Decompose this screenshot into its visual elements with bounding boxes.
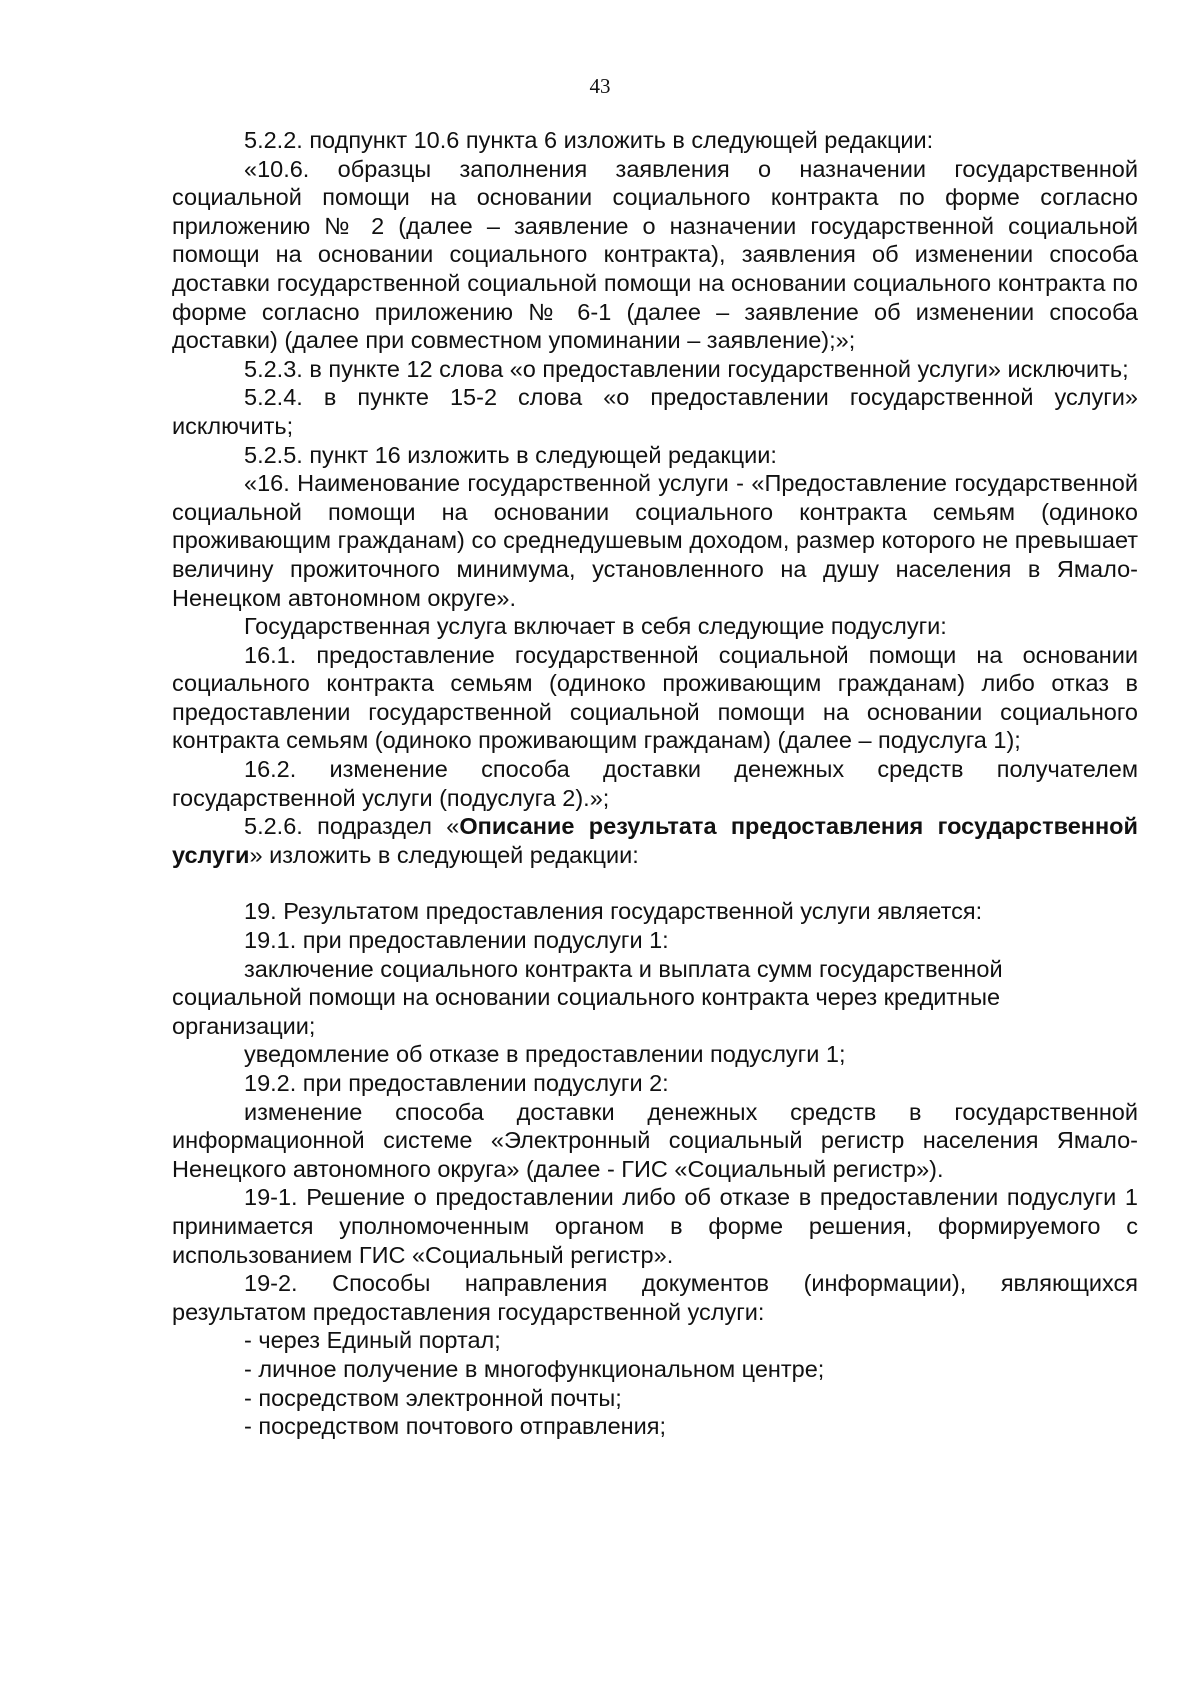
paragraph-5-2-5: 5.2.5. пункт 16 изложить в следующей редакции: <box>244 441 777 468</box>
paragraph-5-2-2: 5.2.2. подпункт 10.6 пункта 6 изложить в следующей редакции: <box>244 127 934 153</box>
paragraph-16-2: 16.2. изменение способа доставки денежных средств получателем государственной услуги (подуслуга 2).»; <box>172 756 1138 811</box>
paragraph-19-1-decision: 19-1. Решение о предоставлении либо об отказе в предоставлении подуслуги 1 принимается уполномоченным органом в форме решения, формируемого с использованием ГИС «Социальный регистр». <box>172 1184 1138 1268</box>
list-item-mfc: - личное получение в многофункциональном центре; <box>244 1355 825 1382</box>
spacer <box>172 869 1138 897</box>
list-item-portal: - через Единый портал; <box>244 1327 501 1354</box>
paragraph-19: 19. Результатом предоставления государственной услуги является: <box>244 898 983 925</box>
paragraph-10-6: «10.6. образцы заполнения заявления о назначении государственной социальной помощи на основании социального контракта по форме согласно приложению № 2 (далее – заявление о назначении государственной социальной помощи на основании социального контракта), заявления об изменении способа доставки государственной социальной помощи на основании социального контракта по форме согласно приложению № 6-1 (далее – заявление об изменении способа доставки) (далее при совместном упоминании – заявление);»; <box>172 155 1138 354</box>
paragraph-19-1: 19.1. при предоставлении подуслуги 1: <box>244 927 669 954</box>
paragraph-subservices: Государственная услуга включает в себя следующие подуслуги: <box>244 613 947 640</box>
paragraph-19-1-contract: заключение социального контракта и выплата сумм государственной социальной помощи на основании социального контракта через кредитные организации; <box>172 955 1003 1039</box>
paragraph-5-2-6-end: » изложить в следующей редакции: <box>249 841 639 868</box>
paragraph-19-1-refusal: уведомление об отказе в предоставлении подуслуги 1; <box>244 1041 846 1068</box>
paragraph-5-2-4: 5.2.4. в пункте 15-2 слова «о предоставлении государственной услуги» исключить; <box>172 384 1138 439</box>
list-item-email: - посредством электронной почты; <box>244 1384 622 1411</box>
paragraph-19-2-change: изменение способа доставки денежных средств в государственной информационной системе «Электронный социальный регистр населения Ямало-Ненецкого автономного округа» (далее - ГИС «Социальный регистр»). <box>172 1098 1138 1182</box>
subsection-title-bold: Описание результата предоставления государственной услуги <box>172 813 1138 868</box>
paragraph-16: «16. Наименование государственной услуги - «Предоставление государственной социальной помощи на основании социального контракта семьям (одиноко проживающим гражданам) со среднедушевым доходом, размер которого не превышает величину прожиточного минимума, установленного на душу населения в Ямало-Ненецком автономном округе». <box>172 470 1138 611</box>
page-number: 43 <box>589 74 611 98</box>
paragraph-5-2-6 <box>172 812 1138 869</box>
paragraph-5-2-6-start: 5.2.6. подраздел « <box>244 813 460 840</box>
paragraph-19-2-methods: 19-2. Способы направления документов (информации), являющихся результатом предоставления государственной услуги: <box>172 1270 1138 1325</box>
document-body <box>172 126 1138 1441</box>
paragraph-16-1: 16.1. предоставление государственной социальной помощи на основании социального контракта семьям (одиноко проживающим гражданам) либо отказ в предоставлении государственной социальной помощи на основании социального контракта семьям (одиноко проживающим гражданам) (далее – подуслуга 1); <box>172 641 1138 754</box>
paragraph-19-2: 19.2. при предоставлении подуслуги 2: <box>244 1070 669 1096</box>
list-item-post: - посредством почтового отправления; <box>244 1413 667 1440</box>
paragraph-5-2-3: 5.2.3. в пункте 12 слова «о предоставлении государственной услуги» исключить; <box>244 355 1129 382</box>
